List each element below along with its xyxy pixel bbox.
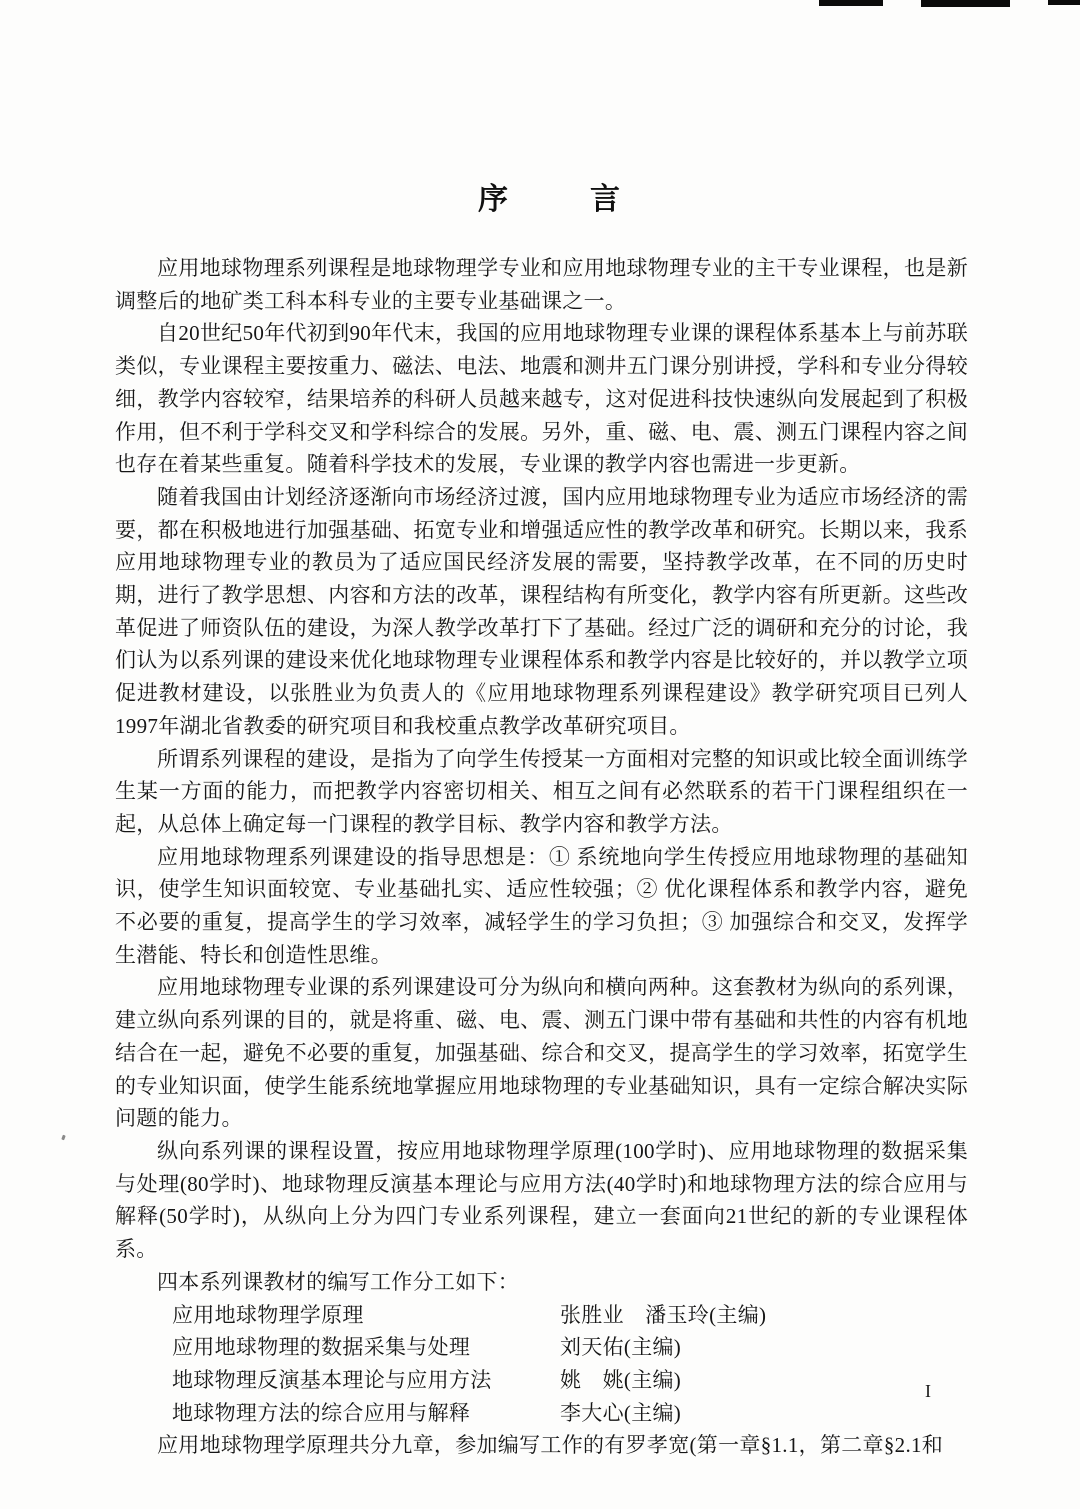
paragraph-1: 应用地球物理系列课程是地球物理学专业和应用地球物理专业的主干专业课程，也是新调整后的地矿类工科本科专业的主要专业基础课之一。 [115, 256, 968, 313]
scan-artifact-bar [1048, 0, 1080, 5]
book-editors: 刘天佑(主编) [560, 1335, 682, 1360]
paragraph-2: 自20世纪50年代初到90年代末，我国的应用地球物理专业课的课程体系基本上与前苏联类似，专业课程主要按重力、磁法、电法、地震和测井五门课分别讲授，学科和专业分得较细，教学内容较窄，结果培养的科研人员越来越专，这对促进科技快速纵向发展起到了积极作用，但不利于学科交叉和学科综合的发展。另外，重、磁、电、震、测五门课程内容之间也存在着某些重复。随着科学技术的发展，专业课的教学内容也需进一步更新。 [115, 321, 968, 477]
paragraph-3: 随着我国由计划经济逐渐向市场经济过渡，国内应用地球物理专业为适应市场经济的需要，都在积极地进行加强基础、拓宽专业和增强适应性的教学改革和研究。长期以来，我系应用地球物理专业的教员为了适应国民经济发展的需要，坚持教学改革，在不同的历史时期，进行了教学思想、内容和方法的改革，课程结构有所变化，教学内容有所更新。这些改革促进了师资队伍的建设，为深人教学改革打下了基础。经过广泛的调研和充分的讨论，我们认为以系列课的建设来优化地球物理专业课程体系和教学内容是比较好的，并以教学立项促进教材建设，以张胜业为负责人的《应用地球物理系列课程建设》教学研究项目已列人1997年湖北省教委的研究项目和我校重点教学改革研究项目。 [115, 484, 968, 738]
scan-speck [61, 1135, 66, 1141]
book-editors: 李大心(主编) [560, 1400, 682, 1425]
book-editors: 张胜业 潘玉玲(主编) [560, 1302, 767, 1327]
book-row [115, 1397, 968, 1430]
book-title: 地球物理方法的综合应用与解释 [172, 1400, 471, 1425]
book-title: 应用地球物理的数据采集与处理 [172, 1335, 471, 1360]
preface-body [115, 252, 968, 1462]
scan-artifact-bar [921, 0, 1010, 7]
book-editors: 姚 姚(主编) [560, 1367, 682, 1392]
assignment-intro: 四本系列课教材的编写工作分工如下： [157, 1269, 520, 1294]
page-number: I [925, 1381, 931, 1401]
book-title: 地球物理反演基本理论与应用方法 [172, 1367, 492, 1392]
paragraph-6: 应用地球物理专业课的系列课建设可分为纵向和横向两种。这套教材为纵向的系列课，建立纵向系列课的目的，就是将重、磁、电、震、测五门课中带有基础和共性的内容有机地结合在一起，避免不必要的重复，加强基础、综合和交叉，提高学生的学习效率，拓宽学生的专业知识面，使学生能系统地掌握应用地球物理的专业基础知识，具有一定综合解决实际问题的能力。 [115, 975, 968, 1131]
page-title: 序 言 [478, 183, 646, 216]
book-row [115, 1299, 968, 1332]
book-title: 应用地球物理学原理 [172, 1302, 364, 1327]
paragraph-7: 纵向系列课的课程设置，按应用地球物理学原理(100学时)、应用地球物理的数据采集与处理(80学时)、地球物理反演基本理论与应用方法(40学时)和地球物理方法的综合应用与解释(50学时)，从纵向上分为四门专业系列课程，建立一套面向21世纪的新的专业课程体系。 [115, 1138, 968, 1262]
paragraph-4: 所谓系列课程的建设，是指为了向学生传授某一方面相对完整的知识或比较全面训练学生某一方面的能力，而把教学内容密切相关、相互之间有必然联系的若干门课程组织在一起，从总体上确定每一门课程的教学目标、教学内容和教学方法。 [115, 746, 968, 836]
scan-artifact-bar [819, 0, 883, 6]
book-assignment-list [115, 1299, 968, 1430]
paragraph-5: 应用地球物理系列课建设的指导思想是：① 系统地向学生传授应用地球物理的基础知识，使学生知识面较宽、专业基础扎实、适应性较强；② 优化课程体系和教学内容，避免不必要的重复，提高学生的学习效率，减轻学生的学习负担；③ 加强综合和交叉，发挥学生潜能、特长和创造性思维。 [115, 844, 968, 967]
book-row [115, 1331, 968, 1364]
book-row [115, 1364, 968, 1397]
closing-paragraph: 应用地球物理学原理共分九章，参加编写工作的有罗孝宽(第一章§1.1，第二章§2.1和 [157, 1433, 944, 1458]
